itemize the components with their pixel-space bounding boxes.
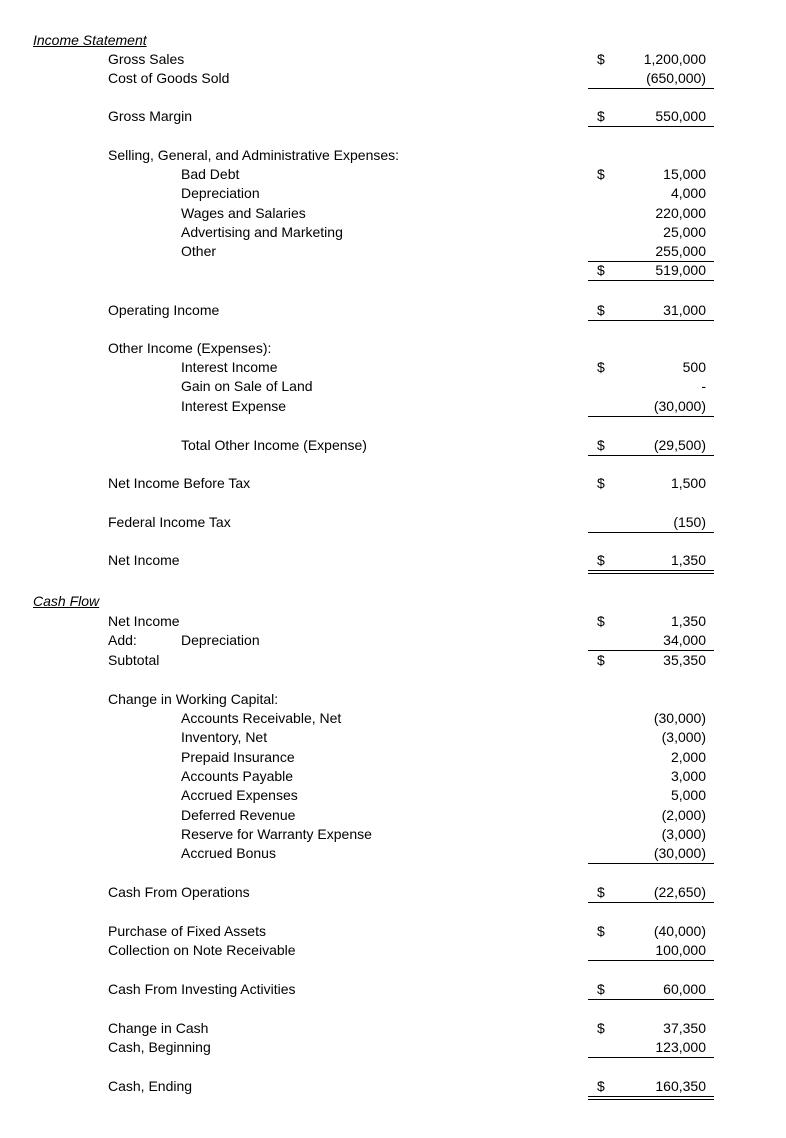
line-item-label: Advertising and Marketing	[181, 224, 343, 240]
currency-symbol: $	[597, 1078, 605, 1094]
currency-symbol: $	[597, 884, 605, 900]
line-item	[0, 242, 786, 261]
line-item-amount: 1,500	[670, 475, 706, 491]
section-title: Income Statement	[33, 32, 147, 48]
line-item-amount: 123,000	[655, 1039, 706, 1055]
line-item	[0, 165, 786, 184]
line-item-amount: 15,000	[663, 166, 706, 182]
line-item	[0, 184, 786, 203]
cash-flow-heading	[0, 592, 786, 611]
line-item-amount: (2,000)	[661, 807, 706, 823]
line-item	[0, 980, 786, 999]
line-item-label: Purchase of Fixed Assets	[108, 923, 266, 939]
line-item	[0, 883, 786, 902]
line-item	[0, 767, 786, 786]
line-item-label: Inventory, Net	[181, 729, 268, 745]
underline	[588, 126, 714, 127]
line-item-label: Deferred Revenue	[181, 807, 296, 823]
line-item-amount: 25,000	[663, 224, 706, 240]
line-item	[0, 1077, 786, 1096]
line-item-label: Subtotal	[108, 652, 160, 668]
line-item-label: Other Income (Expenses):	[108, 340, 272, 356]
line-item-amount: (3,000)	[661, 826, 706, 842]
line-item	[0, 204, 786, 223]
line-item-label: Reserve for Warranty Expense	[181, 826, 372, 842]
double-underline	[588, 1096, 714, 1100]
income-statement-heading	[0, 31, 786, 50]
currency-symbol: $	[597, 108, 605, 124]
line-item	[0, 922, 786, 941]
line-item-label: Add:	[108, 632, 137, 648]
line-item	[0, 806, 786, 825]
line-item	[0, 301, 786, 320]
line-item-label: Federal Income Tax	[108, 514, 231, 530]
underline	[588, 455, 714, 456]
currency-symbol: $	[597, 552, 605, 568]
line-item-amount: 160,350	[655, 1078, 706, 1094]
currency-symbol: $	[597, 652, 605, 668]
line-item	[0, 513, 786, 532]
line-item-label: Depreciation	[181, 185, 260, 201]
line-item-amount: 1,200,000	[643, 51, 706, 67]
line-item-amount: 3,000	[670, 768, 706, 784]
line-item-amount: (40,000)	[653, 923, 706, 939]
line-item	[0, 146, 786, 165]
line-item-amount: 34,000	[663, 632, 706, 648]
line-item	[0, 358, 786, 377]
line-item-amount: (3,000)	[661, 729, 706, 745]
line-item-label: Other	[181, 243, 217, 259]
currency-symbol: $	[597, 262, 605, 278]
line-item-label: Collection on Note Receivable	[108, 942, 296, 958]
currency-symbol: $	[597, 923, 605, 939]
line-item-label: Cash From Operations	[108, 884, 250, 900]
line-item-label: Accrued Expenses	[181, 787, 298, 803]
line-item	[0, 651, 786, 670]
line-item-label: Interest Expense	[181, 398, 287, 414]
line-item	[0, 1019, 786, 1038]
line-item-sublabel: Depreciation	[181, 632, 260, 648]
line-item-amount: 1,350	[670, 613, 706, 629]
line-item	[0, 748, 786, 767]
underline	[588, 320, 714, 321]
line-item-label: Selling, General, and Administrative Expenses:	[108, 147, 400, 163]
underline	[588, 902, 714, 903]
line-item-label: Net Income	[108, 613, 180, 629]
line-item	[0, 69, 786, 88]
line-item-label: Change in Working Capital:	[108, 691, 279, 707]
underline	[588, 88, 714, 89]
line-item	[0, 223, 786, 242]
line-item-amount: (29,500)	[653, 437, 706, 453]
line-item	[0, 1038, 786, 1057]
currency-symbol: $	[597, 1020, 605, 1036]
line-item-label: Accrued Bonus	[181, 845, 276, 861]
line-item	[0, 631, 786, 650]
currency-symbol: $	[597, 475, 605, 491]
line-item-label: Bad Debt	[181, 166, 240, 182]
line-item	[0, 474, 786, 493]
underline	[588, 999, 714, 1000]
line-item-amount: 31,000	[663, 302, 706, 318]
currency-symbol: $	[597, 981, 605, 997]
line-item-amount: 2,000	[670, 749, 706, 765]
line-item	[0, 339, 786, 358]
line-item	[0, 844, 786, 863]
line-item-label: Interest Income	[181, 359, 278, 375]
line-item-amount: 220,000	[655, 205, 706, 221]
line-item	[0, 107, 786, 126]
line-item-label: Accounts Payable	[181, 768, 294, 784]
line-item-label: Total Other Income (Expense)	[181, 437, 367, 453]
line-item-amount: (150)	[673, 514, 706, 530]
line-item-label: Change in Cash	[108, 1020, 209, 1036]
currency-symbol: $	[597, 302, 605, 318]
currency-symbol: $	[597, 166, 605, 182]
line-item	[0, 690, 786, 709]
line-item-amount: 37,350	[663, 1020, 706, 1036]
line-item	[0, 709, 786, 728]
line-item-amount: 60,000	[663, 981, 706, 997]
line-item-amount: (30,000)	[653, 398, 706, 414]
underline	[588, 416, 714, 417]
line-item	[0, 728, 786, 747]
line-item-label: Gross Sales	[108, 51, 185, 67]
line-item-label: Cash, Beginning	[108, 1039, 211, 1055]
line-item-amount: 500	[682, 359, 706, 375]
underline	[588, 1057, 714, 1058]
line-item-amount: 519,000	[655, 262, 706, 278]
line-item-amount: (22,650)	[653, 884, 706, 900]
currency-symbol: $	[597, 437, 605, 453]
line-item-label: Gain on Sale of Land	[181, 378, 313, 394]
line-item	[0, 377, 786, 396]
line-item-amount: 1,350	[670, 552, 706, 568]
line-item-amount: 35,350	[663, 652, 706, 668]
underline	[588, 532, 714, 533]
line-item-label: Cash From Investing Activities	[108, 981, 296, 997]
line-item-label: Net Income Before Tax	[108, 475, 251, 491]
line-item-label: Accounts Receivable, Net	[181, 710, 342, 726]
currency-symbol: $	[597, 613, 605, 629]
line-item-amount: 5,000	[670, 787, 706, 803]
underline	[588, 960, 714, 961]
line-item	[0, 612, 786, 631]
line-item-amount: (30,000)	[653, 710, 706, 726]
line-item-label: Wages and Salaries	[181, 205, 306, 221]
currency-symbol: $	[597, 359, 605, 375]
line-item	[0, 50, 786, 69]
underline	[588, 280, 714, 281]
line-item	[0, 551, 786, 570]
section-title: Cash Flow	[33, 593, 100, 609]
line-item	[0, 825, 786, 844]
line-item	[0, 261, 786, 280]
line-item-amount: 255,000	[655, 243, 706, 259]
currency-symbol: $	[597, 51, 605, 67]
line-item-label: Gross Margin	[108, 108, 193, 124]
line-item-label: Cash, Ending	[108, 1078, 193, 1094]
line-item-amount: 4,000	[670, 185, 706, 201]
line-item-amount: 100,000	[655, 942, 706, 958]
line-item-label: Prepaid Insurance	[181, 749, 295, 765]
line-item-amount: -	[701, 378, 706, 394]
line-item-amount: (30,000)	[653, 845, 706, 861]
line-item	[0, 436, 786, 455]
line-item-amount: 550,000	[655, 108, 706, 124]
line-item-label: Cost of Goods Sold	[108, 70, 230, 86]
line-item-label: Operating Income	[108, 302, 220, 318]
line-item-amount: (650,000)	[646, 70, 706, 86]
line-item	[0, 786, 786, 805]
underline	[588, 863, 714, 864]
line-item-label: Net Income	[108, 552, 180, 568]
line-item	[0, 397, 786, 416]
line-item	[0, 941, 786, 960]
double-underline	[588, 570, 714, 574]
